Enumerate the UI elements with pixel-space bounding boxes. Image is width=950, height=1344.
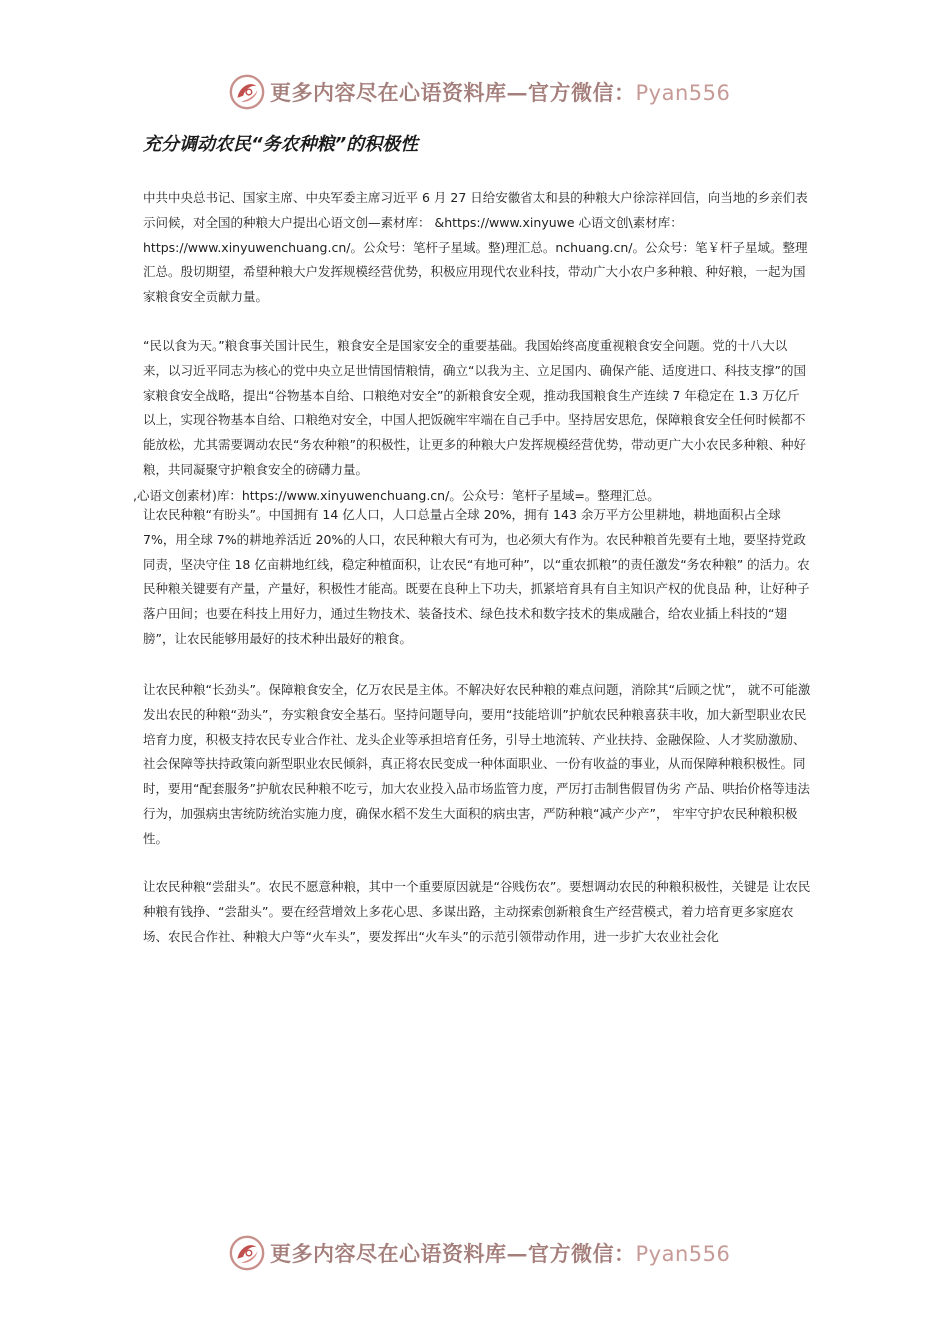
paragraph-4: 让农民种粮“长劲头”。保障粮食安全，亿万农民是主体。不解决好农民种粮的难点问题，消除其“后顾之忧”， 就不可能激发出农民的种粮“劲头”，夯实粮食安全基石。坚持问题导向，要用“技能培训”护航农民种粮喜获丰收，加大新型职业农民培育力度，积极支持农民专业合作社、龙头企业等承担培育任务，引导土地流转、产业扶持、金融保险、人才奖励激励、社会保障等扶持政策向新型职业农民倾斜，真正将农民变成一种体面职业、一份有收益的事业，从而保障种粮积极性。同时，要用“配套服务”护航农民种粮不吃亏，加大农业投入品市场监管力度，严厉打击制售假冒伪劣 产品、哄抬价格等违法行为，加强病虫害统防统治实施力度，确保水稻不发生大面积的病虫害，严防种粮“减产少产”， 牢牢守护农民种粮积极性。	[143, 682, 811, 846]
header-banner	[0, 72, 950, 112]
paragraph-5: 让农民种粮“尝甜头”。农民不愿意种粮，其中一个重要原因就是“谷贱伤农”。要想调动农民的种粮积极性，关键是 让农民种粮有钱挣、“尝甜头”。要在经营增效上多花心思、多谋出路，主动探索创新粮食生产经营模式，着力培育更多家庭农场、农民合作社、种粮大户等“火车头”，要发挥出“火车头”的示范引领带动作用，进一步扩大农业社会化	[143, 879, 811, 944]
banner-text: 更多内容尽在心语资料库—官方微信：Pyan556	[270, 80, 731, 105]
paragraph-2: “民以食为天。”粮食事关国计民生，粮食安全是国家安全的重要基础。我国始终高度重视粮食安全问题。党的十八大以来，以习近平同志为核心的党中央立足世情国情粮情，确立“以我为主、立足国内、确保产能、适度进口、科技支撑”的国家粮食安全战略，提出“谷物基本自给、口粮绝对安全”的新粮食安全观，推动我国粮食生产连续 7 年稳定在 1.3 万亿斤以上，实现谷物基本自给、口粮绝对安全，中国人把饭碗牢牢端在自己手中。坚持居安思危，保障粮食安全任何时候都不能放松，尤其需要调动农民“务农种粮”的积极性，让更多的种粮大户发挥规模经营优势，带动更广大小农民多种粮、种好粮，共同凝聚守护粮食安全的磅礴力量。	[143, 338, 806, 477]
paragraph-3: 让农民种粮“有盼头”。中国拥有 14 亿人口，人口总量占全球 20%，拥有 143 余万平方公里耕地，耕地面积占全球 7%，用全球 7%的耕地养活近 20%的人口，农民种粮大有可为，也必须大有作为。农民种粮首先要有土地，要坚持党政同责，坚决守住 18 亿亩耕地红线，稳定种植面积，让农民“有地可种”，以“重农抓粮”的责任激发“务农种粮” 的活力。农民种粮关键要有产量，产量好，积极性才能高。既要在良种上下功夫，抓紧培育具有自主知识产权的优良品 种，让好种子落户田间；也要在科技上用好力，通过生物技术、装备技术、绿色技术和数字技术的集成融合，给农业插上科技的“翅膀”，让农民能够用最好的技术种出最好的粮食。	[143, 507, 810, 646]
watermark-line: ,心语文创素材)库：https://www.xinyuwenchuang.cn/。公众号：笔杆子星域=。整理汇总。	[133, 488, 660, 503]
swirl-logo-icon	[228, 73, 266, 111]
paragraph-1: 中共中央总书记、国家主席、中央军委主席习近平 6 月 27 日给安徽省太和县的种粮大户徐淙祥回信，向当地的乡亲们表示问候，对全国的种粮大户提出心语文创—素材库： &https://www.xinyuwe 心语文创\素材库： https://www.xinyuwenchuang.cn/。公众号：笔杆子星域。整)理汇总。nchuang.cn/。公众号：笔￥杆子星域。整理汇总。殷切期望，希望种粮大户发挥规模经营优势，积极应用现代农业科技，带动广大小农户多种粮、种好粮，一起为国家粮食安全贡献力量。	[143, 190, 808, 305]
banner-text: 更多内容尽在心语资料库—官方微信：Pyan556	[270, 1241, 731, 1266]
document-title: 充分调动农民“务农种粮”的积极性	[143, 134, 419, 155]
swirl-logo-icon	[228, 1234, 266, 1272]
footer-banner	[0, 1233, 950, 1273]
